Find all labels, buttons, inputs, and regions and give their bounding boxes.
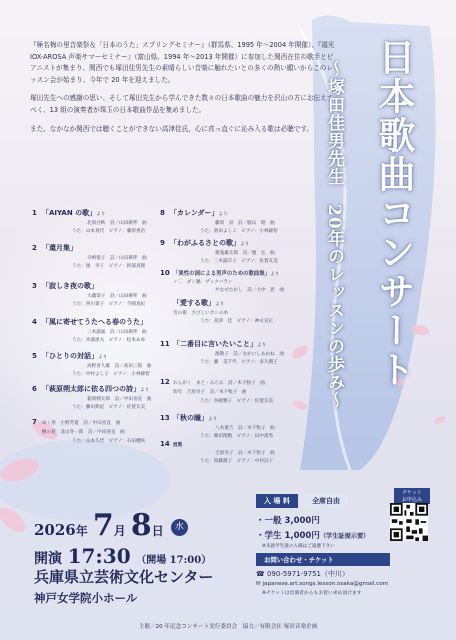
program-item: 8 「カレンダー」より 藤原 泉 詩／服山 昭 曲 うた：倉田よしこ ピアノ：小林庸智 (160, 209, 278, 234)
program-item: 9 「わがふるさとの歌」より 猪鬼雄太郎 詩／服 弘 曲 うた：三木露京子 ピアノ：佐賀友美 (160, 239, 278, 264)
program-item: 「愛する歌」より 雪の街 さびしいカシの木 うた：高津 佳 ピアノ：神永宣正 (173, 299, 274, 324)
concert-date: 2026年 7月 8日 水 (34, 508, 188, 543)
concert-time: 開演 17:30 （開場 17:00） (34, 544, 212, 568)
contact-label: お問い合わせ・チケット (256, 553, 390, 566)
program-item: 11 「二番目に言いたいこと」より 渡敬子 詩／なかにしあかね 曲 うた：藤 美千代 ピアノ：多久潤子 (160, 340, 284, 365)
email-address[interactable]: japanese.art.songs.lesson.osaka@gmail.com (262, 581, 389, 587)
program-item: 12 おんがく まど・みちお 詩／木下牧子 曲 幼年 吉原幸子 詩／木下牧子 曲 うた：谷綴雅子 ピアノ：佐賀友美 (160, 378, 274, 404)
program-item: 13 「秋の瞳」より 八木重吉 詩／木下牧子 曲 うた：翼田理勲 ピアノ：田中遥秀 (160, 414, 275, 439)
seat-label: 全席自由 (304, 494, 348, 508)
phone (256, 569, 431, 579)
program-item: 6 「萩原朔太郎に依る四つの詩」より 萩原朔太郎 詩／中田喜直 曲 うた：藤田典紀 ピアノ：佐賀友美 (32, 385, 152, 410)
program-item: 3 「寂しき夜の歌」 大蔵恭子 詩／山田耕筰 曲 うた：西川貴子 ピアノ：今園真紀 (32, 282, 147, 307)
ticket-note: ※チケットは出演者からもお買い求め頂けます (262, 591, 362, 596)
concert-subtitle: ～塚田佳男先生 20年のレッスンの歩み～ (324, 60, 344, 410)
student-note-2: ※未就学児童の入場はご遠慮下さい (262, 544, 335, 549)
email (256, 581, 431, 587)
intro-text (30, 40, 335, 142)
intro-paragraph-2: 塚田先生への感謝の思い、そして塚田先生から学んできた数々の日本歌曲の魅力を沢山の方にお伝えすべく、13 組の演奏者が珠玉の日本歌曲作品を集めました。 (30, 94, 334, 114)
venue-hall: 神戸女学院小ホール (34, 591, 138, 605)
venue-name: 兵庫県立芸術文化センター (34, 568, 214, 586)
footer-credits: 主催／20 年記念コンサート実行委員会 協力／有限会社 塚田音楽企画 (138, 624, 318, 630)
intro-paragraph-1: 『極名梅の里音楽祭＆「日本のうた」スプリングセミナー』（群馬県、1995 年〜2004 年開催）、『福光 IOX-AROSA 声楽サマーセミナー』（富山県、1994 年〜2013 年開催）に参加した関西在住の歌手とピアニストが集まり、関西でも塚田佳男先生の素晴らしい音楽に触れたいとの多くの熱い願いからこのレッスン会が始まり、今年で 20 年を迎えました。 (30, 41, 335, 84)
price-student: ・学生 1,000円 (256, 531, 320, 541)
admission-label: 入 場 料 (256, 494, 298, 508)
ticket-badge: チケット お申込み (394, 488, 430, 504)
program-item: 1 「AIYAN の歌」より 北原白秋 詩／山田耕筰 曲 うた：山本真代 ピアノ：藤原香苗 (32, 209, 147, 234)
student-note: （学生証提示要） (319, 533, 370, 540)
phone-number[interactable]: 090-5971-9751（中川） (266, 570, 350, 578)
mail-icon: ✉ (256, 581, 261, 587)
program-item: 5 「ひとりの対話」より 高野喜久雄 詩／高田三郎 曲 うた：中村よし子 ピアノ：小林庸智 (32, 352, 152, 377)
program-item: 10 「異性の詞による男声のための歌曲集」より ノ二 ダン鍋 ザックバラン やなせたかし 詩／大中 恩 曲 (160, 269, 284, 293)
qr-code-icon[interactable] (390, 503, 428, 541)
program-item: 4 「風に寄せてうたへる春のうた」 三木露風 詩／山田耕筰 曲 うた：米満達夫 ピアノ：松本あゆ (32, 318, 147, 343)
concert-title: 日本歌曲コンサート (372, 38, 416, 389)
intro-paragraph-3: また、なかなか関西では聴くことができない高津佳氏、心に真っ直ぐに沁み入る歌は必聴です。 (30, 124, 314, 133)
venue (34, 566, 213, 606)
program-item: 7 ゆく春 小野芳寛 詩／中田喜直 曲 樹の花 北山冬一郎 詩／中田喜直 曲 うた：山本久代 ピアノ：石田穂咲 (32, 418, 146, 444)
program-item: 14 混製 吉原幸子 詩／木下牧子 曲 うた：資藤喬子 ピアノ：中村詩子 (160, 440, 275, 464)
weekday-badge: 水 (171, 519, 188, 536)
price-general: ・一般 3,000円 (256, 516, 320, 526)
phone-icon: ☎ (256, 570, 265, 578)
program-item: 2 「還月集」 寺崎悦子 詩／山田耕筰 曲 うた：渡 幸子 ピアノ：阿部真理 (32, 244, 147, 269)
